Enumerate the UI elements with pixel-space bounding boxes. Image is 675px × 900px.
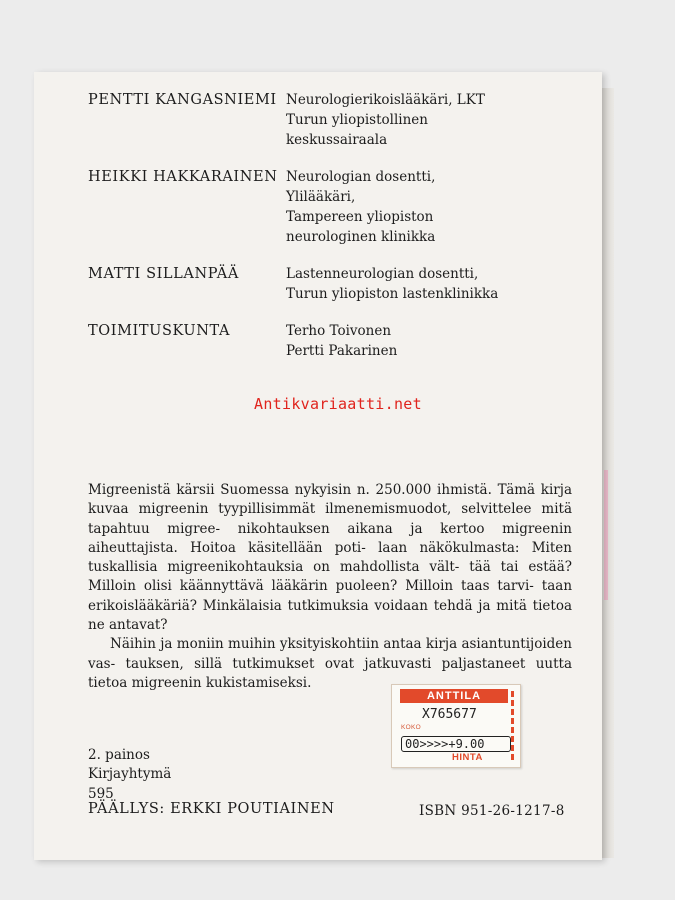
- role-line: Neurologierikoislääkäri, LKT: [286, 92, 485, 108]
- text-line: laan näkökulmasta: Miten tuskallisia migreenikohtauksia on mahdollista vält-: [88, 539, 572, 576]
- watermark: Antikvariaatti.net: [254, 395, 422, 413]
- text-line: tää tai estää? Milloin olisi käännyttävä lääkärin puoleen? Milloin taas tarvi-: [88, 559, 572, 595]
- page-edge-mark: [604, 470, 608, 600]
- series-number: 595: [88, 785, 114, 802]
- role-line: Terho Toivonen: [286, 323, 392, 339]
- text-line: antavat?: [108, 617, 168, 634]
- text-line: tauksen, sillä tutkimukset ovat jatkuvasti paljastaneet uutta tietoa migreenin: [88, 655, 572, 691]
- role-line: Pertti Pakarinen: [286, 343, 398, 359]
- sticker-brand: ANTTILA: [400, 689, 508, 703]
- author-name: PENTTI KANGASNIEMI: [88, 92, 277, 108]
- description-paragraph-1: [88, 481, 572, 635]
- role-line: Lastenneurologian dosentti,: [286, 266, 479, 282]
- author-name: HEIKKI HAKKARAINEN: [88, 169, 278, 185]
- text-line: Näihin ja moniin muihin yksityiskohtiin antaa kirja asiantuntijoiden vas-: [88, 636, 572, 672]
- editorial-board-label: TOIMITUSKUNTA: [88, 323, 231, 339]
- text-line: taan erikoislääkäriä? Minkälaisia tutkimuksia voidaan tehdä ja mitä tietoa ne: [88, 578, 573, 634]
- text-line: nikohtauksen aikana ja kertoo migreenin aiheuttajista. Hoitoa käsitellään poti-: [88, 520, 572, 556]
- role-line: Tampereen yliopiston: [286, 209, 434, 225]
- book-description: [88, 481, 572, 693]
- sticker-product-code: X765677: [422, 707, 477, 722]
- price-sticker: [391, 684, 521, 768]
- role-line: neurologinen klinikka: [286, 229, 436, 245]
- edition: 2. painos: [88, 747, 150, 763]
- role-line: Neurologian dosentti,: [286, 169, 436, 185]
- cover-credit: PÄÄLLYS: ERKKI POUTIAINEN: [88, 801, 335, 817]
- role-line: keskussairaala: [286, 132, 388, 148]
- sticker-hinta-label: HINTA: [452, 752, 483, 763]
- author-role: [286, 167, 435, 247]
- publication-info: [88, 746, 171, 804]
- credit-row: [88, 321, 498, 361]
- author-credits: [88, 90, 498, 378]
- credit-row: [88, 264, 498, 304]
- credit-row: [88, 90, 498, 150]
- isbn: ISBN 951-26-1217-8: [419, 803, 565, 819]
- role-line: Ylilääkäri,: [286, 189, 356, 205]
- text-line: kukistamiseksi.: [205, 674, 312, 691]
- sticker-price: 00>>>>+9.00: [401, 736, 511, 752]
- publisher: Kirjayhtymä: [88, 766, 172, 783]
- role-line: Turun yliopiston lastenklinikka: [286, 286, 499, 302]
- author-role: [286, 90, 485, 150]
- sticker-koko-label: KOKO: [401, 724, 421, 731]
- sticker-edge-bar: [511, 691, 514, 763]
- credit-row: [88, 167, 498, 247]
- role-line: Turun yliopistollinen: [286, 112, 428, 128]
- editorial-board-members: [286, 321, 397, 361]
- text-line: Migreenistä kärsii Suomessa nykyisin n. 250.000 ihmistä. Tämä kirja kuvaa: [88, 482, 572, 518]
- text-line: migreenin tyypillisimmät ilmenemismuodot, selvittelee mitä tapahtuu migree-: [88, 501, 573, 537]
- author-role: [286, 264, 498, 304]
- author-name: MATTI SILLANPÄÄ: [88, 266, 239, 282]
